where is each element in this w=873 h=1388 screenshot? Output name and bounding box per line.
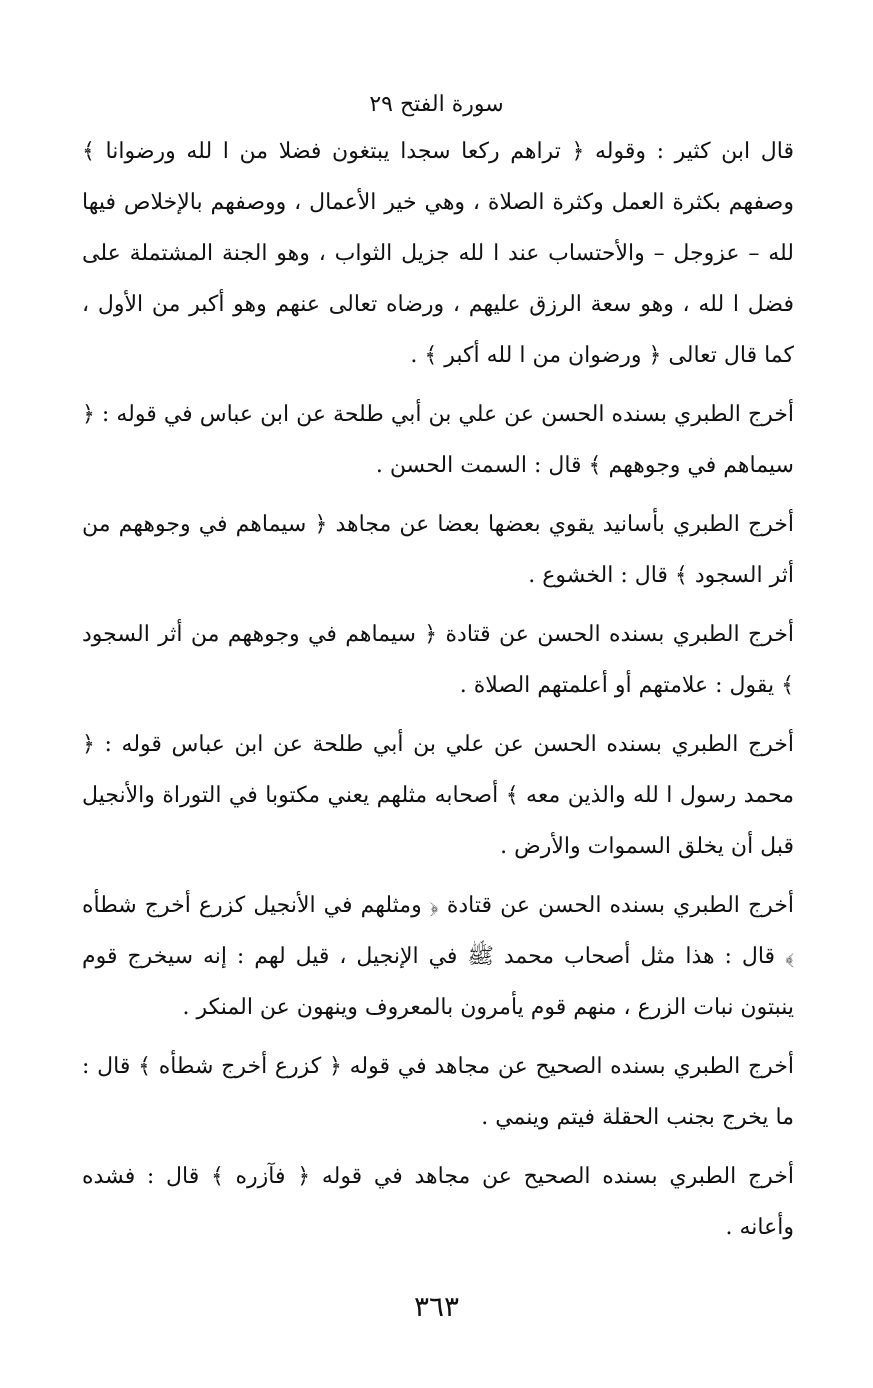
paragraph-8: أخرج الطبري بسنده الصحيح عن مجاهد في قوله ﴿ فآزره ﴾ قال : فشده وأعانه . bbox=[82, 1164, 794, 1240]
page-body bbox=[82, 126, 794, 1261]
paragraph-6: أخرج الطبري بسنده الحسن عن قتادة ﴿ ومثلهم في الأنجيل كزرع أخرج شطأه ﴾ قال : هذا مثل أصحاب محمد ﷺ في الإنجيل ، قيل لهم : إنه سيخرج قوم ينبتون نبات الزرع ، منهم قوم يأمرون بالمعروف وينهون عن المنكر . bbox=[82, 893, 794, 1020]
paragraph-5: أخرج الطبري بسنده الحسن عن علي بن أبي طلحة عن ابن عباس قوله : ﴿ محمد رسول ا لله والذين معه ﴾ أصحابه مثلهم يعني مكتوبا في التوراة والأنجيل قبل أن يخلق السموات والأرض . bbox=[82, 732, 794, 859]
paragraph-7: أخرج الطبري بسنده الصحيح عن مجاهد في قوله ﴿ كزرع أخرج شطأه ﴾ قال : ما يخرج بجنب الحقلة فيتم وينمي . bbox=[82, 1054, 794, 1130]
paragraph-1: قال ابن كثير : وقوله ﴿ تراهم ركعا سجدا يبتغون فضلا من ا لله ورضوانا ﴾ وصفهم بكثرة العمل وكثرة الصلاة ، وهي خير الأعمال ، ووصفهم بالإخلاص فيها لله – عزوجل – والأحتساب عند ا لله جزيل الثواب ، وهو الجنة المشتملة على فضل ا لله ، وهو سعة الرزق عليهم ، ورضاه تعالى عنهم وهو أكبر من الأول ، كما قال تعالى ﴿ ورضوان من ا لله أكبر ﴾ . bbox=[82, 139, 794, 368]
page-number: ٣٦٣ bbox=[413, 1290, 460, 1323]
paragraph-3: أخرج الطبري بأسانيد يقوي بعضها بعضا عن مجاهد ﴿ سيماهم في وجوههم من أثر السجود ﴾ قال : الخشوع . bbox=[82, 512, 794, 588]
page-header-title: سورة الفتح ٢٩ bbox=[369, 92, 504, 117]
paragraph-4: أخرج الطبري بسنده الحسن عن قتادة ﴿ سيماهم في وجوههم من أثر السجود ﴾ يقول : علامتهم أو أعلمتهم الصلاة . bbox=[82, 622, 794, 698]
paragraph-2: أخرج الطبري بسنده الحسن عن علي بن أبي طلحة عن ابن عباس في قوله : ﴿ سيماهم في وجوههم ﴾ قال : السمت الحسن . bbox=[82, 402, 794, 478]
